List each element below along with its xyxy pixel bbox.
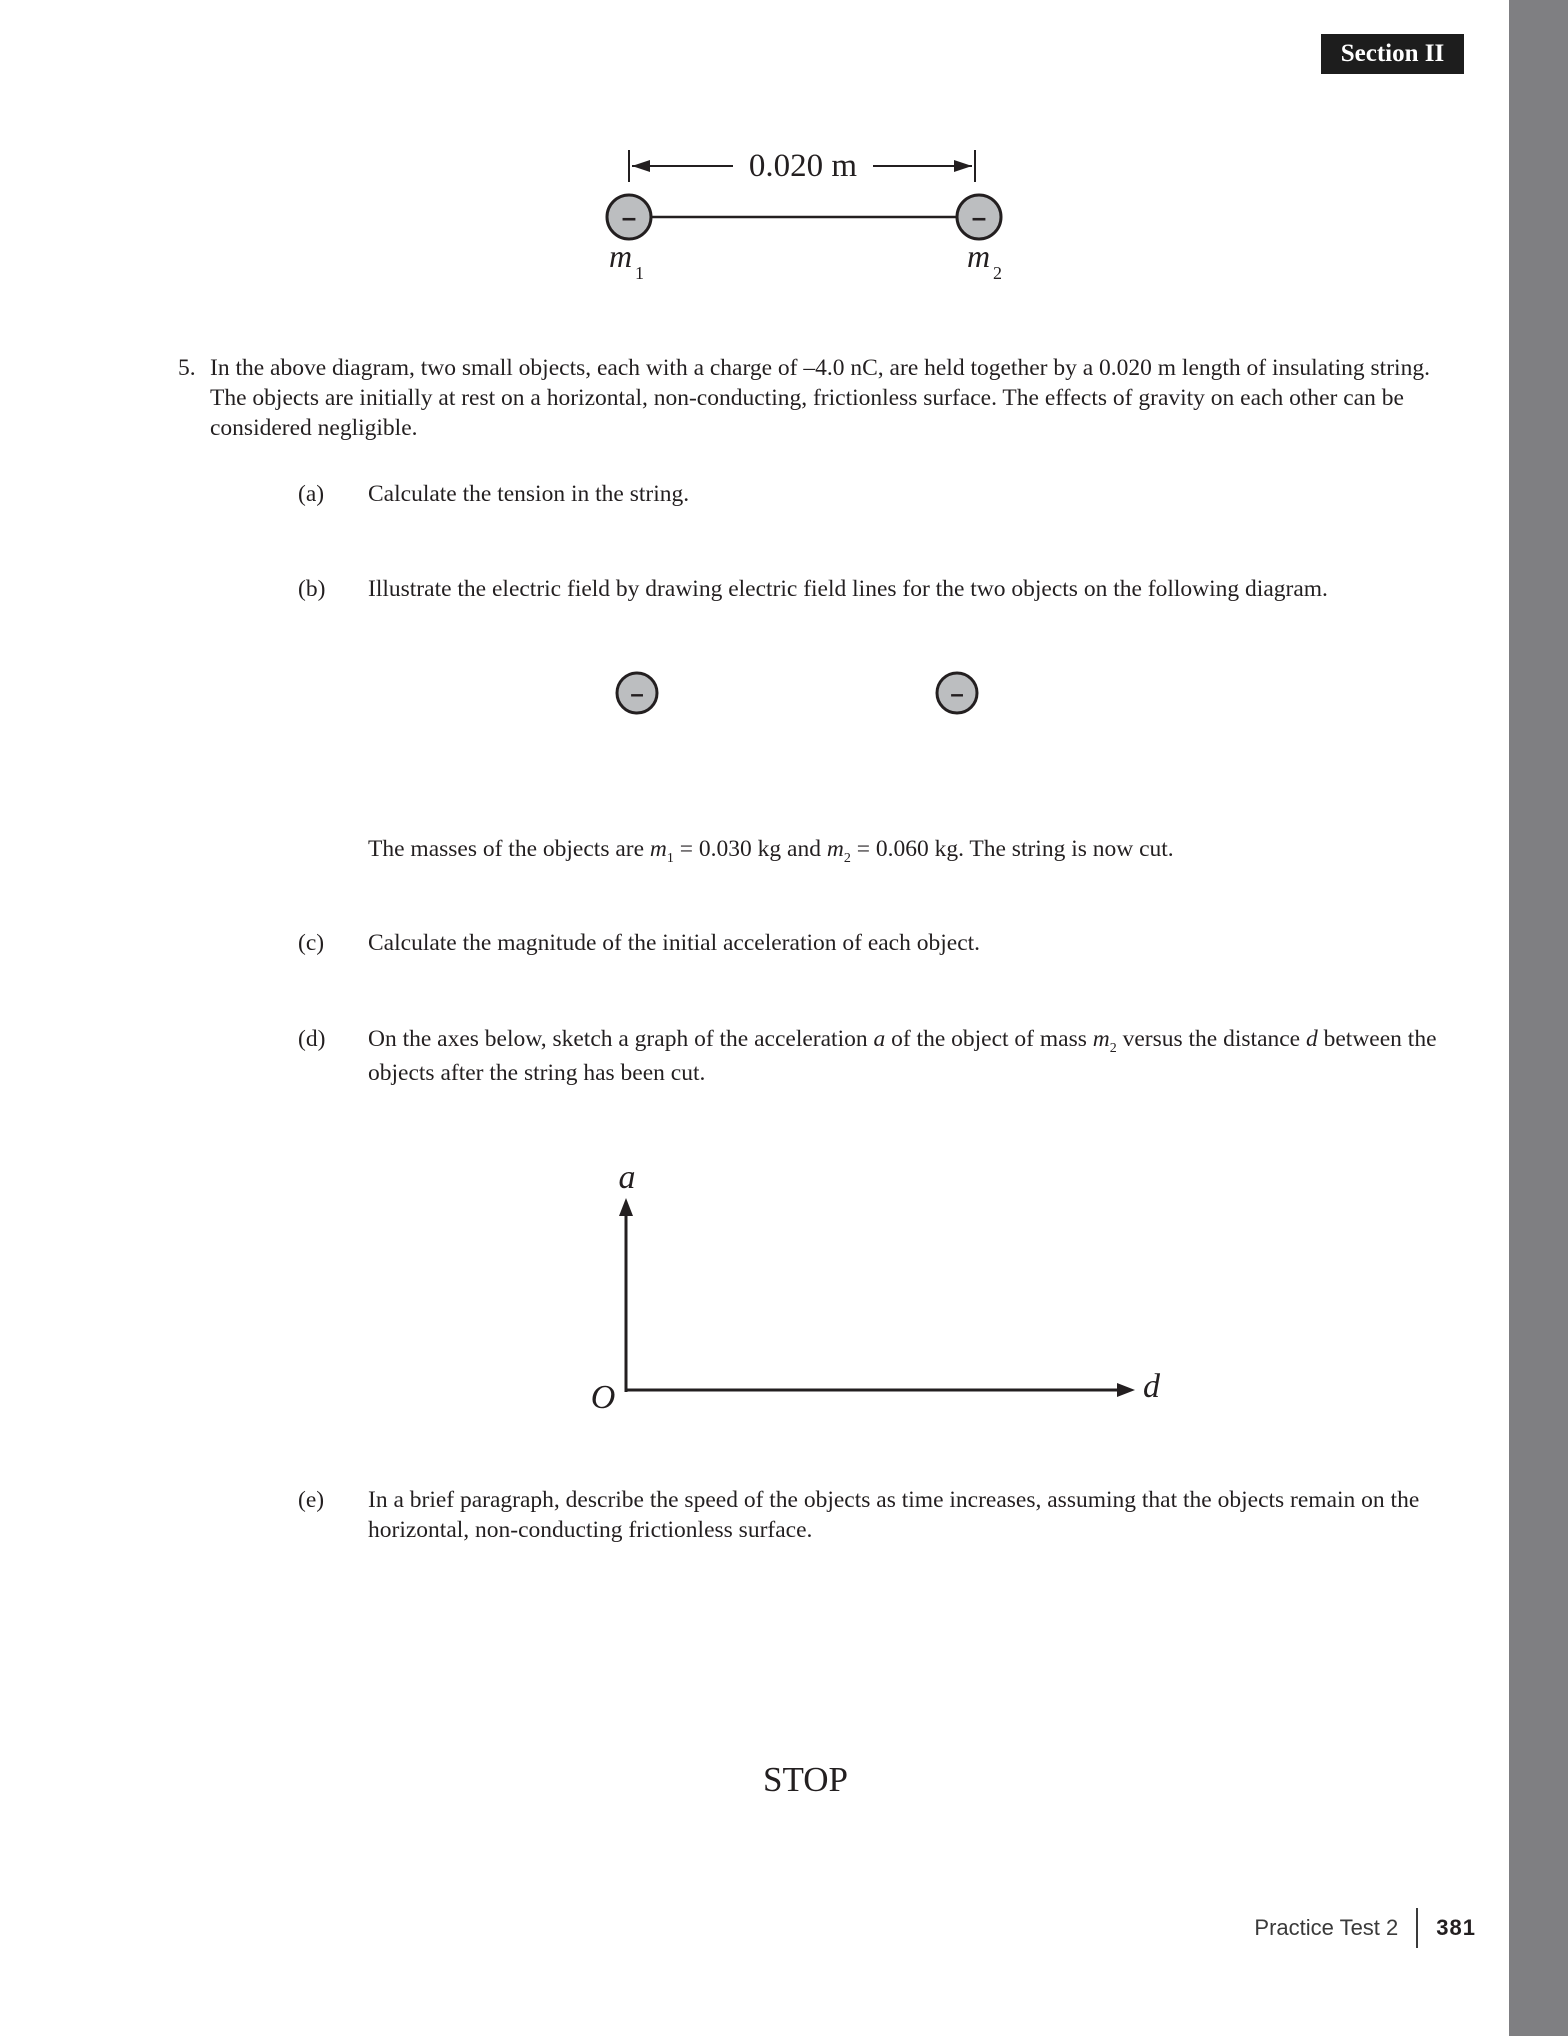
charge-m2-sign: – xyxy=(971,202,987,232)
part-c-label: (c) xyxy=(298,930,325,956)
question-intro: In the above diagram, two small objects, each with a charge of –4.0 nC, are held together by a 0.020 m length of insulating string. The objects are initially at rest on a horizontal, non-conducting, frictionless surface. The effects of gravity on each other can be considered negligible. xyxy=(210,355,1430,441)
part-b-text: Illustrate the electric field by drawing electric field lines for the two objects on the following diagram. xyxy=(368,576,1328,602)
mass1-label: m xyxy=(609,238,633,274)
mass1-subscript: 1 xyxy=(635,263,644,283)
page-footer xyxy=(1254,1909,1476,1947)
part-d-label: (d) xyxy=(298,1026,326,1052)
graph-x-label: d xyxy=(1143,1368,1160,1405)
distance-label: 0.020 m xyxy=(748,148,858,184)
graph-y-arrowhead xyxy=(619,1198,633,1216)
section-label: Section II xyxy=(1340,40,1445,67)
mass2-label: m xyxy=(967,238,991,274)
masses-text: The masses of the objects are $m_1 = 0.030$ kg and $m_2 = 0.060$ kg. The string is now cut. xyxy=(368,836,1174,866)
field-charge-left-sign: – xyxy=(630,681,644,708)
part-e-text: In a brief paragraph, describe the speed of the objects as time increases, assuming that the objects remain on the horizontal, non-conducting frictionless surface. xyxy=(368,1487,1420,1543)
stop-text: STOP xyxy=(763,1760,848,1799)
graph-origin-label: O xyxy=(590,1379,616,1416)
mass2-subscript: 2 xyxy=(993,263,1002,283)
arrowhead-right xyxy=(954,160,972,172)
part-a-label: (a) xyxy=(298,481,325,507)
question-5 xyxy=(178,353,1448,443)
part-b-label: (b) xyxy=(298,576,326,602)
field-charge-right-sign: – xyxy=(950,681,964,708)
part-d-text: On the axes below, sketch a graph of the acceleration a of the object of mass $m_2$ versus the distance d between the objects after the string has been cut. xyxy=(368,1026,1437,1086)
arrowhead-left xyxy=(632,160,650,172)
question-number: 5. xyxy=(178,355,196,381)
part-c-text: Calculate the magnitude of the initial acceleration of each object. xyxy=(368,930,981,956)
charge-m1-sign: – xyxy=(621,202,637,232)
part-e-label: (e) xyxy=(298,1487,325,1513)
page-number: 381 xyxy=(1436,1915,1476,1940)
footer-divider xyxy=(1416,1908,1418,1948)
footer-title: Practice Test 2 xyxy=(1254,1915,1399,1940)
graph-x-arrowhead xyxy=(1117,1383,1135,1397)
part-a-text: Calculate the tension in the string. xyxy=(368,481,690,507)
graph-y-label: a xyxy=(618,1159,636,1196)
